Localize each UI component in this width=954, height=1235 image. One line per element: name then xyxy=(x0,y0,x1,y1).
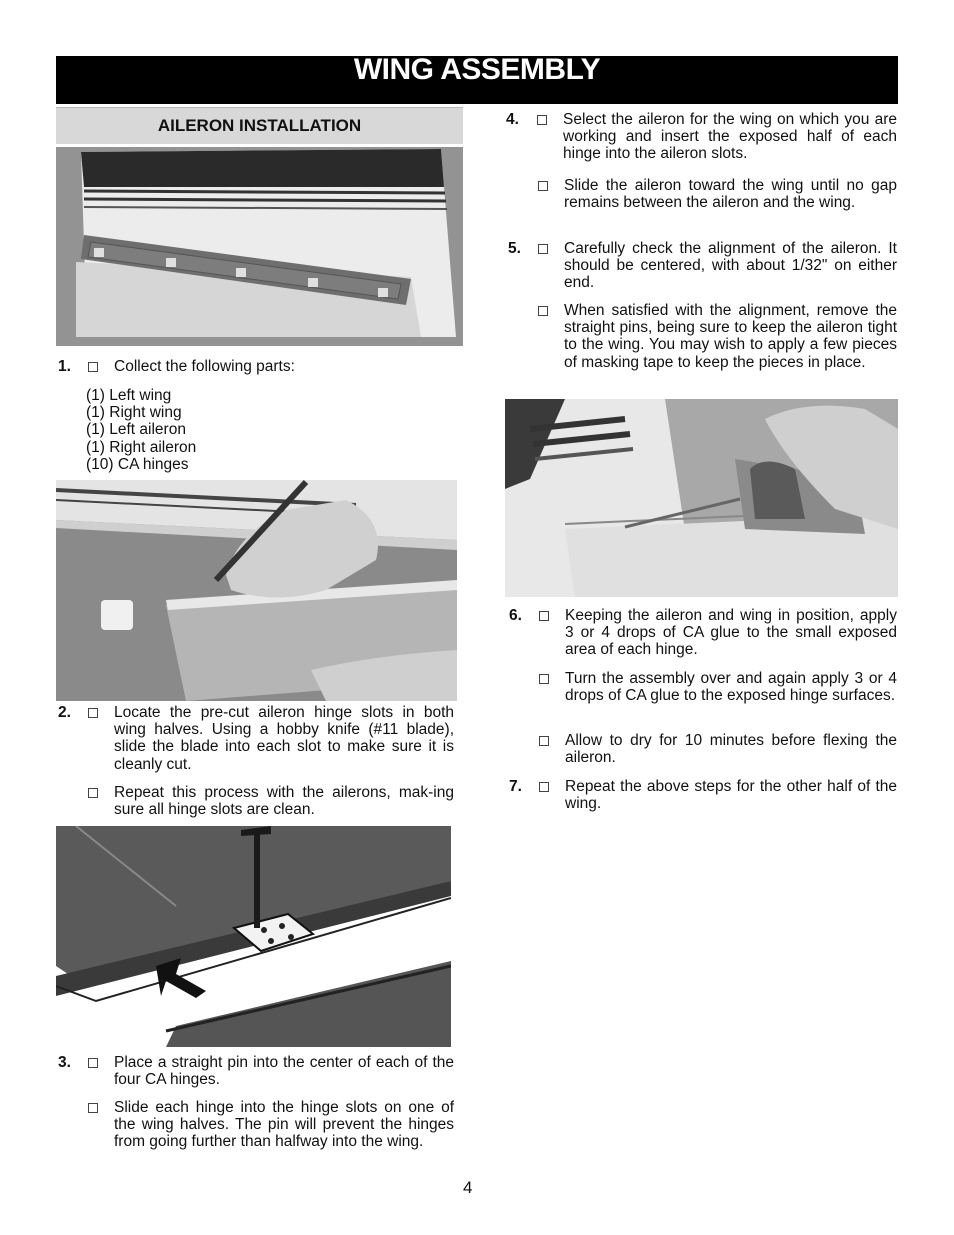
checkbox[interactable] xyxy=(88,1103,98,1113)
ca-glue-photo xyxy=(505,399,898,597)
step-6-sub-1 xyxy=(504,670,898,724)
step-text: Locate the pre-cut aileron hinge slots in both wing halves. Using a hobby knife (#11 blade), slide the blade into each slot to make sure it is cleanly cut. xyxy=(114,704,454,773)
parts-item: (1) Right wing xyxy=(86,404,182,422)
step-4 xyxy=(504,111,898,165)
step-number: 4. xyxy=(506,111,519,128)
step-number: 7. xyxy=(509,778,522,795)
step-4-sub xyxy=(504,177,898,231)
step-text: Slide the aileron toward the wing until no gap remains between the aileron and the wing. xyxy=(564,177,897,212)
page-title-banner xyxy=(56,53,898,104)
step-text: Turn the assembly over and again apply 3 or 4 drops of CA glue to the exposed hinge surfaces. xyxy=(565,670,897,705)
checkbox[interactable] xyxy=(538,306,548,316)
step-number: 6. xyxy=(509,607,522,624)
checkbox[interactable] xyxy=(539,736,549,746)
wing-aileron-photo xyxy=(56,147,463,346)
step-text: Repeat this process with the ailerons, mak-ing sure all hinge slots are clean. xyxy=(114,784,454,819)
hinge-slot-cutting-photo xyxy=(56,480,457,701)
checkbox[interactable] xyxy=(538,244,548,254)
step-3 xyxy=(56,1054,456,1090)
step-6 xyxy=(504,607,898,661)
step-text: Select the aileron for the wing on which you are working and insert the exposed half of each hinge into the aileron slots. xyxy=(563,111,897,163)
parts-list xyxy=(86,387,196,473)
step-2-sub xyxy=(56,784,456,820)
step-text: Place a straight pin into the center of each of the four CA hinges. xyxy=(114,1054,454,1089)
step-text: Repeat the above steps for the other half of the wing. xyxy=(565,778,897,813)
step-5-sub xyxy=(504,302,898,392)
step-7 xyxy=(504,778,898,814)
checkbox[interactable] xyxy=(539,674,549,684)
parts-item: (1) Left aileron xyxy=(86,421,186,439)
page-number: 4 xyxy=(463,1178,473,1197)
step-text: Carefully check the alignment of the aileron. It should be centered, with about 1/32" on either end. xyxy=(564,240,897,292)
step-number: 1. xyxy=(58,358,71,375)
step-1 xyxy=(56,358,456,376)
step-number: 5. xyxy=(508,240,521,257)
checkbox[interactable] xyxy=(88,1058,98,1068)
page-title: WING ASSEMBLY xyxy=(353,53,601,86)
step-text: Allow to dry for 10 minutes before flexing the aileron. xyxy=(565,732,897,767)
checkbox[interactable] xyxy=(539,782,549,792)
step-number: 2. xyxy=(58,704,71,721)
section-heading: AILERON INSTALLATION xyxy=(56,107,463,144)
checkbox[interactable] xyxy=(88,362,98,372)
step-text: Collect the following parts: xyxy=(114,358,295,375)
step-5 xyxy=(504,240,898,294)
step-3-sub xyxy=(56,1099,456,1171)
step-2 xyxy=(56,704,456,776)
checkbox[interactable] xyxy=(537,115,547,125)
checkbox[interactable] xyxy=(88,708,98,718)
parts-item: (1) Left wing xyxy=(86,387,172,404)
parts-item: (1) Right aileron xyxy=(86,438,197,456)
step-text: Slide each hinge into the hinge slots on one of the wing halves. The pin will prevent the hinges from going further than halfway into the wing. xyxy=(114,1099,454,1151)
step-6-sub-2 xyxy=(504,732,898,768)
step-text: Keeping the aileron and wing in position, apply 3 or 4 drops of CA glue to the small exposed area of each hinge. xyxy=(565,607,897,659)
checkbox[interactable] xyxy=(538,181,548,191)
parts-item: (10) CA hinges xyxy=(86,455,189,473)
step-number: 3. xyxy=(58,1054,71,1071)
hinge-pin-illustration xyxy=(56,826,451,1047)
step-text: When satisfied with the alignment, remove the straight pins, being sure to keep the aileron tight to the wing. You may wish to apply a few pieces of masking tape to keep the pieces in place. xyxy=(564,302,897,371)
checkbox[interactable] xyxy=(88,788,98,798)
checkbox[interactable] xyxy=(539,611,549,621)
